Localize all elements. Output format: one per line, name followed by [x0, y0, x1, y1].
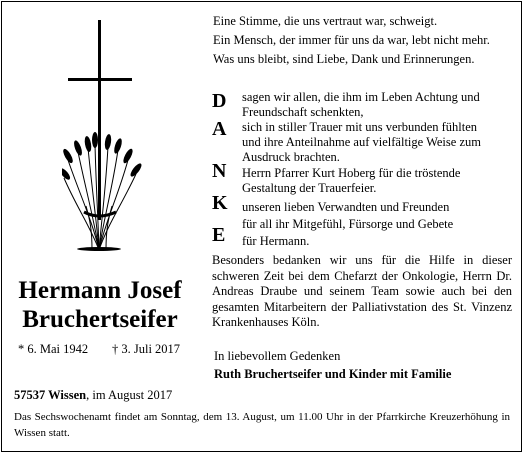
poem-line: Eine Stimme, die uns vertraut war, schweigt.: [213, 14, 438, 28]
death-date: † 3. Juli 2017: [112, 342, 181, 356]
danke-line: für Hermann.: [242, 234, 310, 248]
birth-date: * 6. Mai 1942: [18, 342, 89, 356]
place-date-line: [14, 388, 172, 403]
danke-letter-n: N: [212, 160, 227, 182]
cross-with-wheat-icon: [62, 20, 150, 252]
special-thanks: Besonders bedanken wir uns für die Hilfe in dieser schweren Zeit bei dem Chefarzt der Onkologie, Herrn Dr. Andreas Draube und seinem Team sowie auch bei den gesamten Mitarbeitern der Palliativstation des St. Vinzenz Krankenhauses Köln.: [212, 253, 512, 329]
danke-line: Ausdruck brachten.: [242, 150, 340, 164]
name-line-2: Bruchertseifer: [22, 306, 178, 333]
danke-letter-k: K: [212, 192, 228, 214]
place-city: 57537 Wissen: [14, 388, 87, 402]
name-line-1: Hermann Josef: [18, 277, 182, 304]
danke-line: Freundschaft schenkten,: [242, 105, 364, 119]
danke-letter-d: D: [212, 90, 227, 112]
danke-letter-a: A: [212, 118, 227, 140]
danke-line: unseren lieben Verwandten und Freunden: [242, 200, 450, 214]
danke-line: sagen wir allen, die ihm im Leben Achtung und: [242, 90, 480, 104]
danke-letter-e: E: [212, 224, 226, 246]
poem-line: Ein Mensch, der immer für uns da war, lebt nicht mehr.: [213, 33, 490, 47]
family-signature: Ruth Bruchertseifer und Kinder mit Familie: [214, 367, 452, 381]
danke-line: und ihre Anteilnahme auf vielfältige Weise zum: [242, 135, 481, 149]
danke-line: Gestaltung der Trauerfeier.: [242, 181, 377, 195]
danke-line: sich in stiller Trauer mit uns verbunden fühlten: [242, 120, 478, 134]
mass-notice: Das Sechswochenamt findet am Sonntag, dem 13. August, um 11.00 Uhr in der Pfarrkirche Kreuzerhöhung in Wissen statt.: [14, 411, 510, 439]
poem-line: Was uns bleibt, sind Liebe, Dank und Erinnerungen.: [213, 52, 475, 66]
deceased-name: [0, 276, 200, 334]
danke-line: für all ihr Mitgefühl, Fürsorge und Gebete: [242, 217, 454, 231]
memory-block: [214, 347, 451, 383]
memory-intro: In liebevollem Gedenken: [214, 349, 341, 363]
danke-line: Herrn Pfarrer Kurt Hoberg für die tröstende: [242, 166, 461, 180]
poem: [213, 12, 513, 69]
place-date: , im August 2017: [86, 388, 173, 402]
